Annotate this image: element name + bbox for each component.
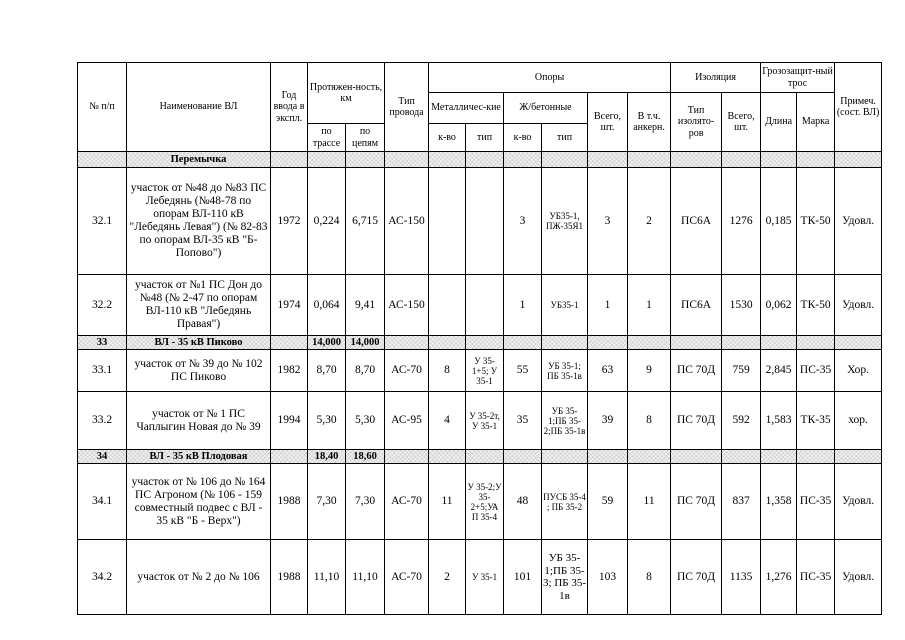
cell-anchor: 1 xyxy=(628,275,671,336)
cell-metal-qty: 2 xyxy=(429,540,466,615)
cell-circuits: 6,715 xyxy=(346,168,385,275)
cell-concrete-type: УБ 35-1; ПБ 35-1в xyxy=(542,350,588,392)
cell-concrete-qty: 55 xyxy=(504,350,542,392)
cell-wire: АС-95 xyxy=(385,392,429,450)
header-gw-brand: Марка xyxy=(797,93,835,152)
section-name: ВЛ - 35 кВ Пиково xyxy=(127,336,271,350)
cell-concrete-qty: 48 xyxy=(504,464,542,540)
header-insulator-type: Тип изолято-ров xyxy=(671,93,722,152)
cell-name: участок от № 2 до № 106 xyxy=(127,540,271,615)
cell-total: 63 xyxy=(588,350,628,392)
table-row xyxy=(78,540,882,615)
header-length-route: по трассе xyxy=(308,124,346,152)
cell-insulator-total: 1530 xyxy=(722,275,761,336)
cell-metal-qty: 4 xyxy=(429,392,466,450)
cell-concrete-type: ПУСБ 35-4 ; ПБ 35-2 xyxy=(542,464,588,540)
cell-total: 59 xyxy=(588,464,628,540)
cell-gw-length: 1,583 xyxy=(761,392,797,450)
cell-circuits: 9,41 xyxy=(346,275,385,336)
header-length: Протяжен-ность, км xyxy=(308,63,385,124)
table-row xyxy=(78,392,882,450)
header-isolation: Изоляция xyxy=(671,63,761,93)
cell-gw-brand: ПС-35 xyxy=(797,350,835,392)
cell-insulator-total: 759 xyxy=(722,350,761,392)
cell-name: участок от №1 ПС Дон до №48 (№ 2-47 по опорам ВЛ-110 кВ "Лебедянь Правая") xyxy=(127,275,271,336)
header-wire: Тип провода xyxy=(385,63,429,152)
cell-note: Удовл. xyxy=(835,540,882,615)
cell-gw-length: 0,185 xyxy=(761,168,797,275)
header-metal-type: тип xyxy=(466,124,504,152)
cell-gw-brand: ПС-35 xyxy=(797,464,835,540)
header-metal-qty: к-во xyxy=(429,124,466,152)
cell-insulator-type: ПС 70Д xyxy=(671,392,722,450)
header-concrete-qty: к-во xyxy=(504,124,542,152)
table-row xyxy=(78,168,882,275)
section-num: 34 xyxy=(78,450,127,464)
cell-insulator-total: 837 xyxy=(722,464,761,540)
cell-year: 1988 xyxy=(271,464,308,540)
cell-circuits: 5,30 xyxy=(346,392,385,450)
cell-wire: АС-150 xyxy=(385,168,429,275)
cell-route: 0,224 xyxy=(308,168,346,275)
header-concrete: Ж/бетонные xyxy=(504,93,588,124)
cell-gw-brand: ТК-50 xyxy=(797,275,835,336)
cell-total: 1 xyxy=(588,275,628,336)
cell-metal-type xyxy=(466,168,504,275)
cell-circuits: 7,30 xyxy=(346,464,385,540)
cell-insulator-total: 1135 xyxy=(722,540,761,615)
cell-wire: АС-70 xyxy=(385,350,429,392)
section-row xyxy=(78,152,882,168)
header-gw-length: Длина xyxy=(761,93,797,152)
cell-metal-type: У 35-2;У 35-2+5;УА П 35-4 xyxy=(466,464,504,540)
cell-name: участок от № 1 ПС Чаплыгин Новая до № 39 xyxy=(127,392,271,450)
cell-metal-type: У 35-1 xyxy=(466,540,504,615)
cell-year: 1972 xyxy=(271,168,308,275)
cell-concrete-type: УБ 35-1;ПБ 35-3; ПБ 35-1в xyxy=(542,540,588,615)
header-year: Год ввода в экспл. xyxy=(271,63,308,152)
cell-route: 11,10 xyxy=(308,540,346,615)
cell-gw-length: 0,062 xyxy=(761,275,797,336)
cell-num: 34.2 xyxy=(78,540,127,615)
header-concrete-type: тип xyxy=(542,124,588,152)
cell-insulator-type: ПС6А xyxy=(671,275,722,336)
header-supports: Опоры xyxy=(429,63,671,93)
cell-route: 8,70 xyxy=(308,350,346,392)
cell-concrete-type: УБ 35-1;ПБ 35-2;ПБ 35-1в xyxy=(542,392,588,450)
cell-insulator-type: ПС 70Д xyxy=(671,540,722,615)
cell-wire: АС-150 xyxy=(385,275,429,336)
header-length-circuits: по цепям xyxy=(346,124,385,152)
cell-note: Удовл. xyxy=(835,168,882,275)
cell-num: 32.1 xyxy=(78,168,127,275)
header-anchor: В т.ч. анкерн. xyxy=(628,93,671,152)
cell-concrete-qty: 1 xyxy=(504,275,542,336)
header-note: Примеч. (сост. ВЛ) xyxy=(835,63,882,152)
cell-gw-brand: ТК-35 xyxy=(797,392,835,450)
cell-note: хор. xyxy=(835,392,882,450)
cell-anchor: 11 xyxy=(628,464,671,540)
cell-name: участок от № 39 до № 102 ПС Пиково xyxy=(127,350,271,392)
header-isolation-total: Всего, шт. xyxy=(722,93,761,152)
header-total-pcs: Всего, шт. xyxy=(588,93,628,152)
cell-note: Удовл. xyxy=(835,464,882,540)
cell-insulator-type: ПС 70Д xyxy=(671,464,722,540)
header-num: № п/п xyxy=(78,63,127,152)
cell-gw-brand: ТК-50 xyxy=(797,168,835,275)
cell-route: 7,30 xyxy=(308,464,346,540)
cell-circuits: 11,10 xyxy=(346,540,385,615)
section-route: 18,40 xyxy=(308,450,346,464)
cell-num: 32.2 xyxy=(78,275,127,336)
cell-num: 34.1 xyxy=(78,464,127,540)
section-circuits: 14,000 xyxy=(346,336,385,350)
table-row xyxy=(78,275,882,336)
cell-note: Хор. xyxy=(835,350,882,392)
cell-insulator-total: 1276 xyxy=(722,168,761,275)
cell-concrete-type: УБ35-1 xyxy=(542,275,588,336)
cell-insulator-total: 592 xyxy=(722,392,761,450)
cell-anchor: 8 xyxy=(628,540,671,615)
power-lines-table xyxy=(77,62,882,615)
cell-concrete-type: УБ35-1, ПЖ-35Я1 xyxy=(542,168,588,275)
header-ground-wire: Грозозащит-ный трос xyxy=(761,63,835,93)
cell-wire: АС-70 xyxy=(385,464,429,540)
cell-num: 33.1 xyxy=(78,350,127,392)
cell-anchor: 9 xyxy=(628,350,671,392)
cell-total: 39 xyxy=(588,392,628,450)
table-row xyxy=(78,350,882,392)
section-circuits: 18,60 xyxy=(346,450,385,464)
section-route: 14,000 xyxy=(308,336,346,350)
cell-metal-type: У 35-2т, У 35-1 xyxy=(466,392,504,450)
cell-year: 1982 xyxy=(271,350,308,392)
cell-total: 3 xyxy=(588,168,628,275)
section-row xyxy=(78,450,882,464)
cell-concrete-qty: 3 xyxy=(504,168,542,275)
cell-metal-qty xyxy=(429,275,466,336)
cell-year: 1994 xyxy=(271,392,308,450)
cell-gw-length: 1,276 xyxy=(761,540,797,615)
header-metal: Металличес-кие xyxy=(429,93,504,124)
cell-metal-type xyxy=(466,275,504,336)
cell-metal-qty: 11 xyxy=(429,464,466,540)
table-row xyxy=(78,464,882,540)
cell-insulator-type: ПС6А xyxy=(671,168,722,275)
cell-route: 0,064 xyxy=(308,275,346,336)
cell-concrete-qty: 35 xyxy=(504,392,542,450)
cell-anchor: 2 xyxy=(628,168,671,275)
cell-metal-qty: 8 xyxy=(429,350,466,392)
header-name: Наименование ВЛ xyxy=(127,63,271,152)
cell-wire: АС-70 xyxy=(385,540,429,615)
section-name: Перемычка xyxy=(127,152,271,168)
cell-metal-qty xyxy=(429,168,466,275)
cell-name: участок от № 106 до № 164 ПС Агроном (№ 106 - 159 совместный подвес с ВЛ - 35 кВ "Б - Верх") xyxy=(127,464,271,540)
cell-gw-length: 1,358 xyxy=(761,464,797,540)
cell-insulator-type: ПС 70Д xyxy=(671,350,722,392)
cell-anchor: 8 xyxy=(628,392,671,450)
cell-total: 103 xyxy=(588,540,628,615)
section-row xyxy=(78,336,882,350)
cell-circuits: 8,70 xyxy=(346,350,385,392)
cell-year: 1974 xyxy=(271,275,308,336)
cell-name: участок от №48 до №83 ПС Лебедянь (№48-78 по опорам ВЛ-110 кВ "Лебедянь Левая") (№ 82-83 по опорам ВЛ-35 кВ "Б-Попово") xyxy=(127,168,271,275)
section-name: ВЛ - 35 кВ Плодовая xyxy=(127,450,271,464)
cell-concrete-qty: 101 xyxy=(504,540,542,615)
cell-metal-type: У 35-1+5; У 35-1 xyxy=(466,350,504,392)
cell-route: 5,30 xyxy=(308,392,346,450)
cell-year: 1988 xyxy=(271,540,308,615)
cell-gw-length: 2,845 xyxy=(761,350,797,392)
cell-note: Удовл. xyxy=(835,275,882,336)
cell-num: 33.2 xyxy=(78,392,127,450)
cell-gw-brand: ПС-35 xyxy=(797,540,835,615)
section-num: 33 xyxy=(78,336,127,350)
